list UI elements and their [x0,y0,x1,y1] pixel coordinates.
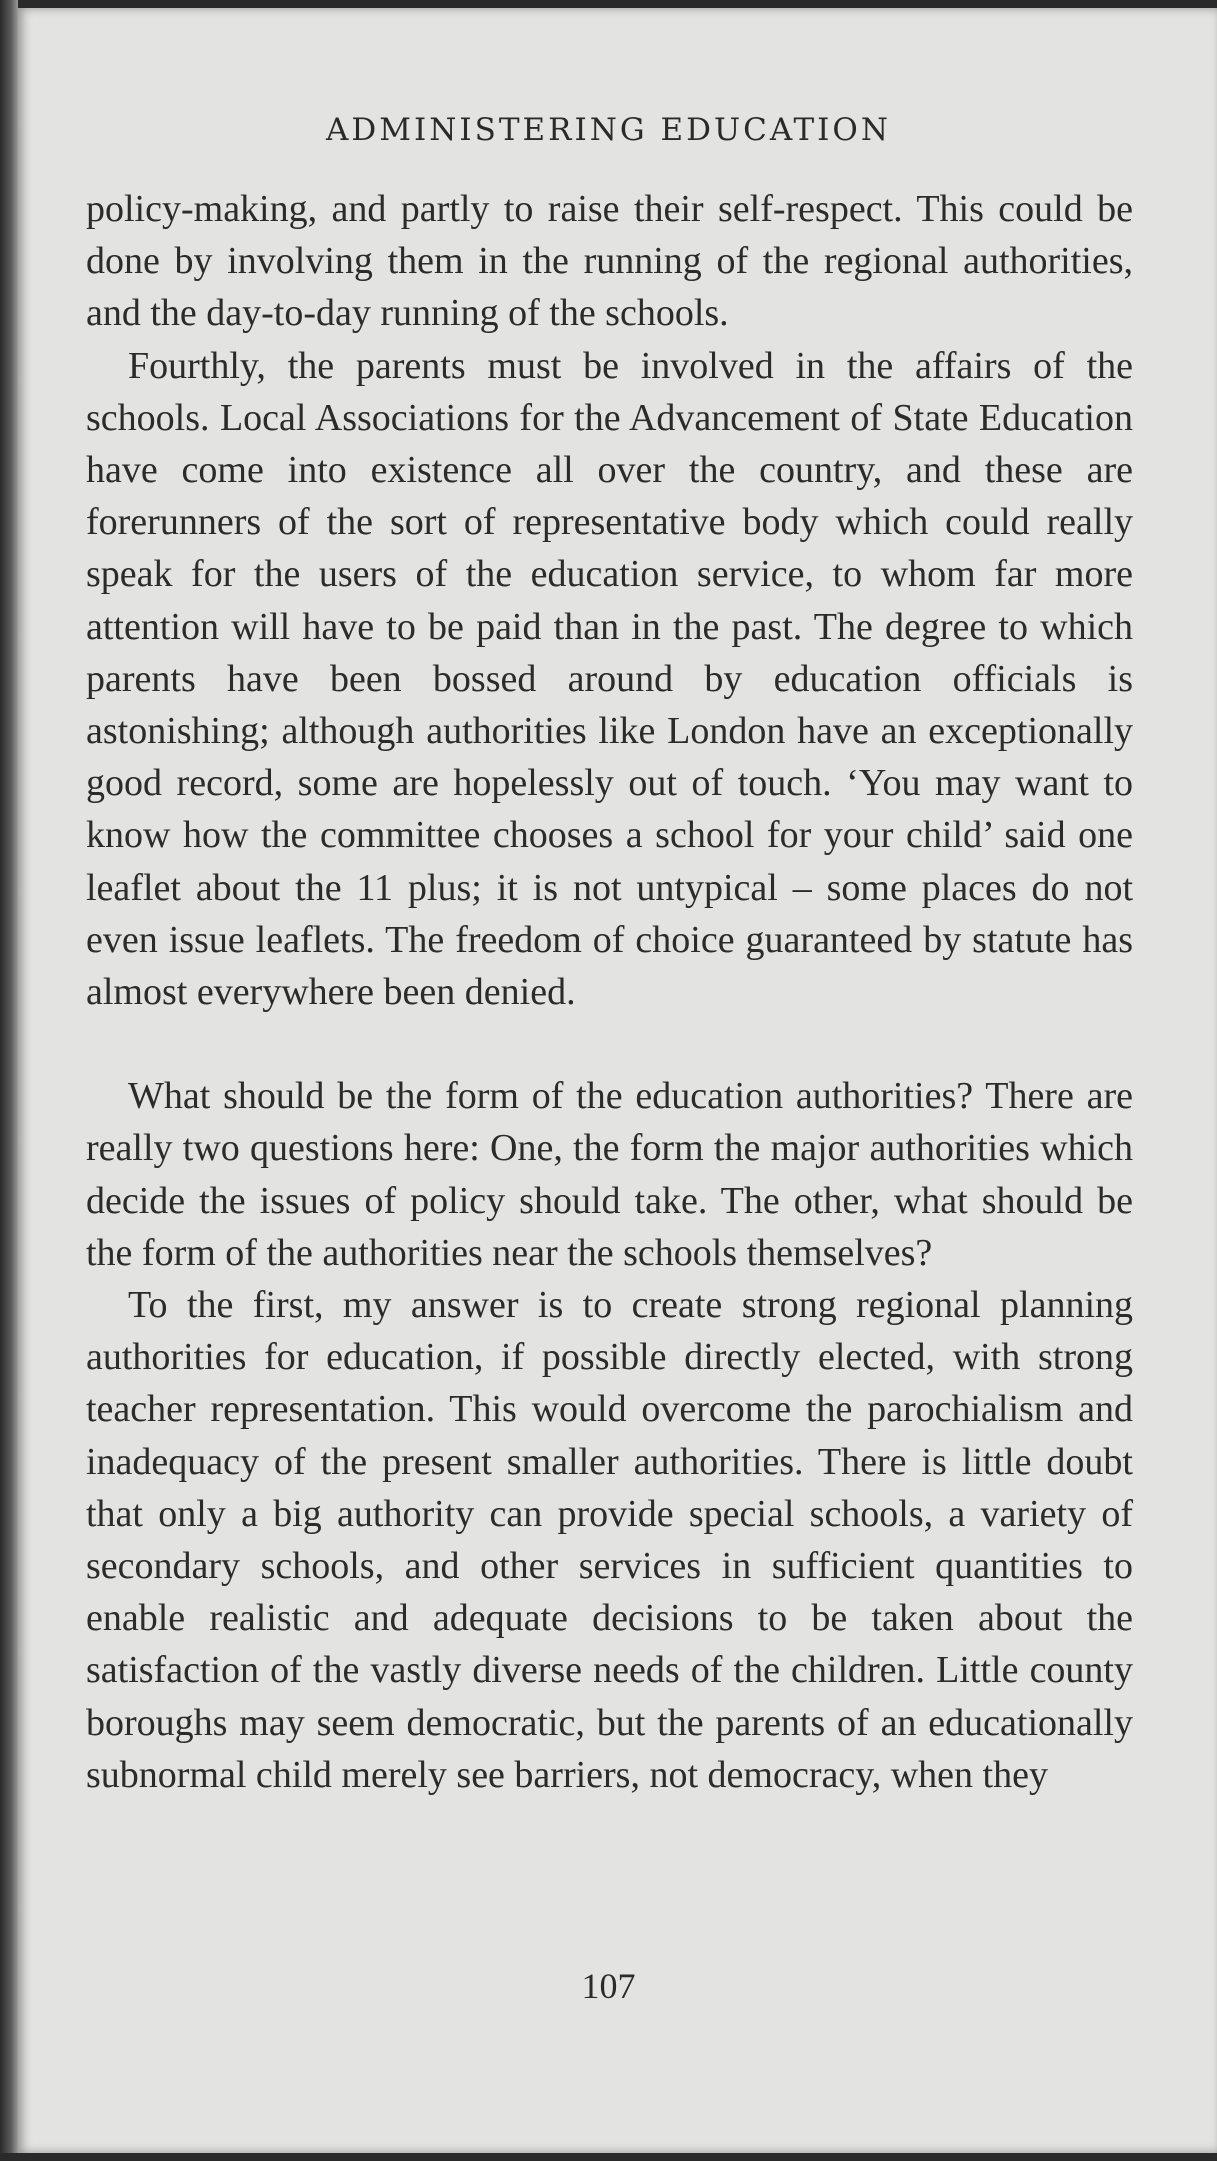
paragraph-form-question: What should be the form of the education authorities? There are really two questions here: One, the form the major authorities which decide the issues of policy should take. The other, what should be the form of the authorities near the schools themselves? [86,1075,1133,1274]
running-head: ADMINISTERING EDUCATION [326,112,891,148]
scan-border-bottom [0,2153,1217,2161]
paragraph-regional-authorities: To the first, my answer is to create strong regional planning authorities for education, if possible directly elected, with strong teacher representation. This would overcome the parochialism and inadequacy of the present smaller authorities. There is little doubt that only a big authority can provide special schools, a variety of secondary schools, and other services in sufficient quantities to enable realistic and adequate decisions to be taken about the satisfaction of the vastly diverse needs of the children. Little county boroughs may seem democratic, but the parents of an educationally subnormal child merely see barriers, not democracy, when they [86,1284,1133,1796]
paragraph-continued: policy-making, and partly to raise their self-respect. This could be done by involving them in the running of the regional authorities, and the day-to-day running of the schools. [86,188,1133,335]
body-text [86,183,1133,1801]
page-number: 107 [581,1966,636,2006]
paragraph-fourthly: Fourthly, the parents must be involved in the affairs of the schools. Local Associations for the Advancement of State Education have come into existence all over the country, and these are forerunners of the sort of representative body which could really speak for the users of the education service, to whom far more attention will have to be paid than in the past. The degree to which parents have been bossed around by education officials is astonishing; although authorities like London have an exceptionally good record, some are hopelessly out of touch. ‘You may want to know how the committee chooses a school for your child’ said one leaflet about the 11 plus; it is not untypical – some places do not even issue leaflets. The freedom of choice guaranteed by statute has almost everywhere been denied. [86,344,1133,1014]
scan-border-top [0,0,1217,8]
scan-border-left [0,0,18,2161]
